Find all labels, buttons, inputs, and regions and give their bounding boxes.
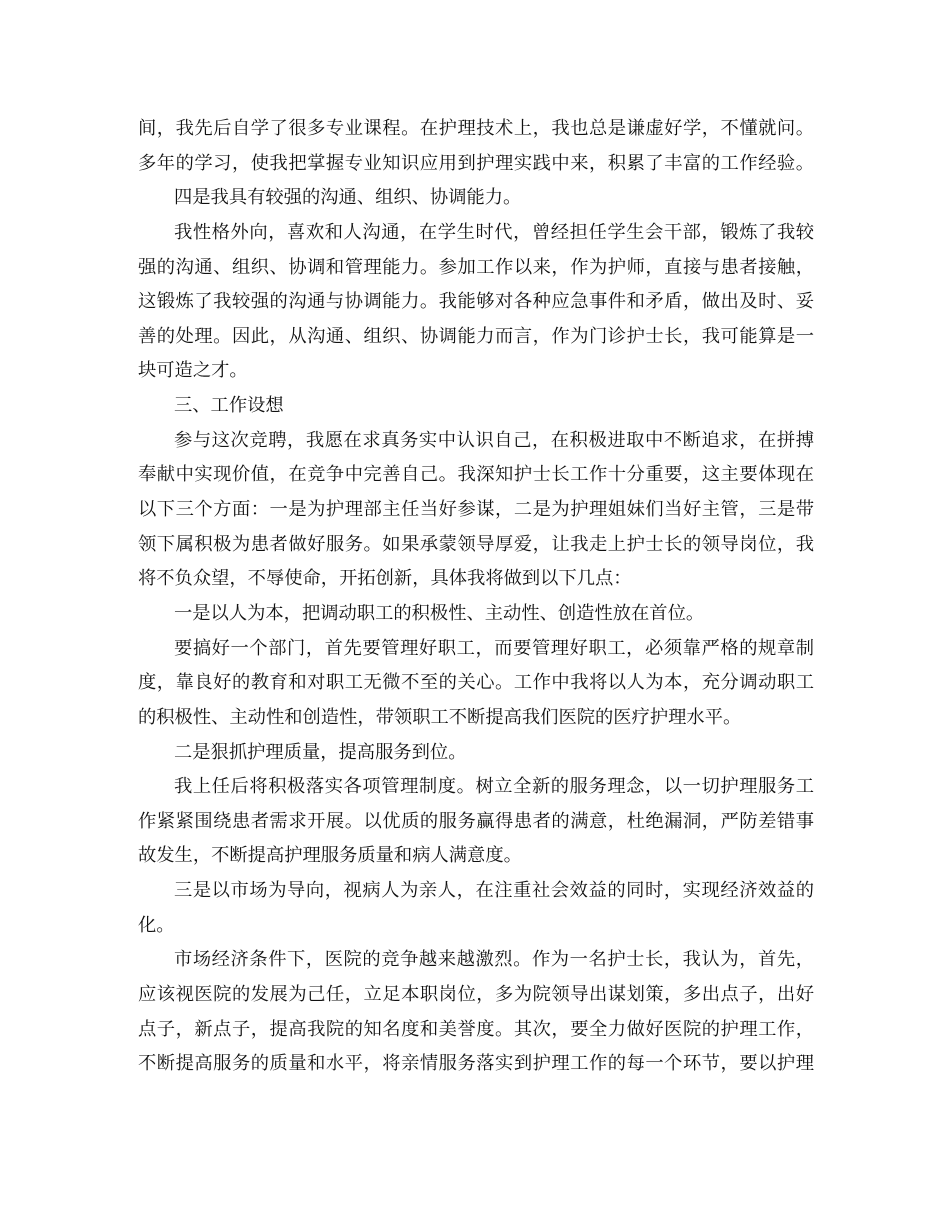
section-point-heading: 三是以市场为导向，视病人为亲人，在注重社会效益的同时，实现经济效益的 xyxy=(174,880,814,902)
section-point-heading: 四是我具有较强的沟通、组织、协调能力。 xyxy=(174,187,522,209)
text-line: 的积极性、主动性和创造性，带领职工不断提高我们医院的医疗护理水平。 xyxy=(138,706,742,728)
text-line: 要搞好一个部门，首先要管理好职工，而要管理好职工，必须靠严格的规章制 xyxy=(174,637,814,659)
text-line: 块可造之才。 xyxy=(138,360,248,382)
text-line: 参与这次竞聘，我愿在求真务实中认识自己，在积极进取中不断追求，在拼搏 xyxy=(174,429,814,451)
text-line: 强的沟通、组织、协调和管理能力。参加工作以来，作为护师，直接与患者接触， xyxy=(138,256,814,278)
text-line: 以下三个方面：一是为护理部主任当好参谋，二是为护理姐妹们当好主管，三是带 xyxy=(138,499,814,521)
text-line: 将不负众望，不辱使命，开拓创新，具体我将做到以下几点： xyxy=(138,568,632,590)
text-line: 市场经济条件下，医院的竞争越来越激烈。作为一名护士长，我认为，首先， xyxy=(174,949,814,971)
text-line: 化。 xyxy=(138,914,175,936)
text-line: 我性格外向，喜欢和人沟通，在学生时代，曾经担任学生会干部，锻炼了我较 xyxy=(174,221,814,243)
text-line: 奉献中实现价值，在竞争中完善自己。我深知护士长工作十分重要，这主要体现在 xyxy=(138,464,814,486)
text-line: 这锻炼了我较强的沟通与协调能力。我能够对各种应急事件和矛盾，做出及时、妥 xyxy=(138,291,814,313)
text-line: 善的处理。因此，从沟通、组织、协调能力而言，作为门诊护士长，我可能算是一 xyxy=(138,325,814,347)
text-line: 间，我先后自学了很多专业课程。在护理技术上，我也总是谦虚好学，不懂就问。 xyxy=(138,118,814,139)
text-line: 不断提高服务的质量和水平，将亲情服务落实到护理工作的每一个环节，要以护理 xyxy=(138,1053,814,1075)
section-point-heading: 一是以人为本，把调动职工的积极性、主动性、创造性放在首位。 xyxy=(174,602,705,624)
text-line: 度，靠良好的教育和对职工无微不至的关心。工作中我将以人为本，充分调动职工 xyxy=(138,672,814,694)
document-body xyxy=(138,112,814,1082)
section-point-heading: 二是狠抓护理质量，提高服务到位。 xyxy=(174,741,467,763)
text-line: 应该视医院的发展为己任，立足本职岗位，多为院领导出谋划策，多出点子，出好 xyxy=(138,984,814,1006)
text-line: 作紧紧围绕患者需求开展。以优质的服务赢得患者的满意，杜绝漏洞，严防差错事 xyxy=(138,810,814,832)
text-line: 故发生，不断提高护理服务质量和病人满意度。 xyxy=(138,845,522,867)
text-line: 领下属积极为患者做好服务。如果承蒙领导厚爱，让我走上护士长的领导岗位，我 xyxy=(138,533,814,555)
text-line: 我上任后将积极落实各项管理制度。树立全新的服务理念，以一切护理服务工 xyxy=(174,776,814,798)
section-heading: 三、工作设想 xyxy=(174,395,284,417)
text-line: 点子，新点子，提高我院的知名度和美誉度。其次，要全力做好医院的护理工作， xyxy=(138,1018,814,1040)
text-line: 多年的学习，使我把掌握专业知识应用到护理实践中来，积累了丰富的工作经验。 xyxy=(138,152,814,174)
